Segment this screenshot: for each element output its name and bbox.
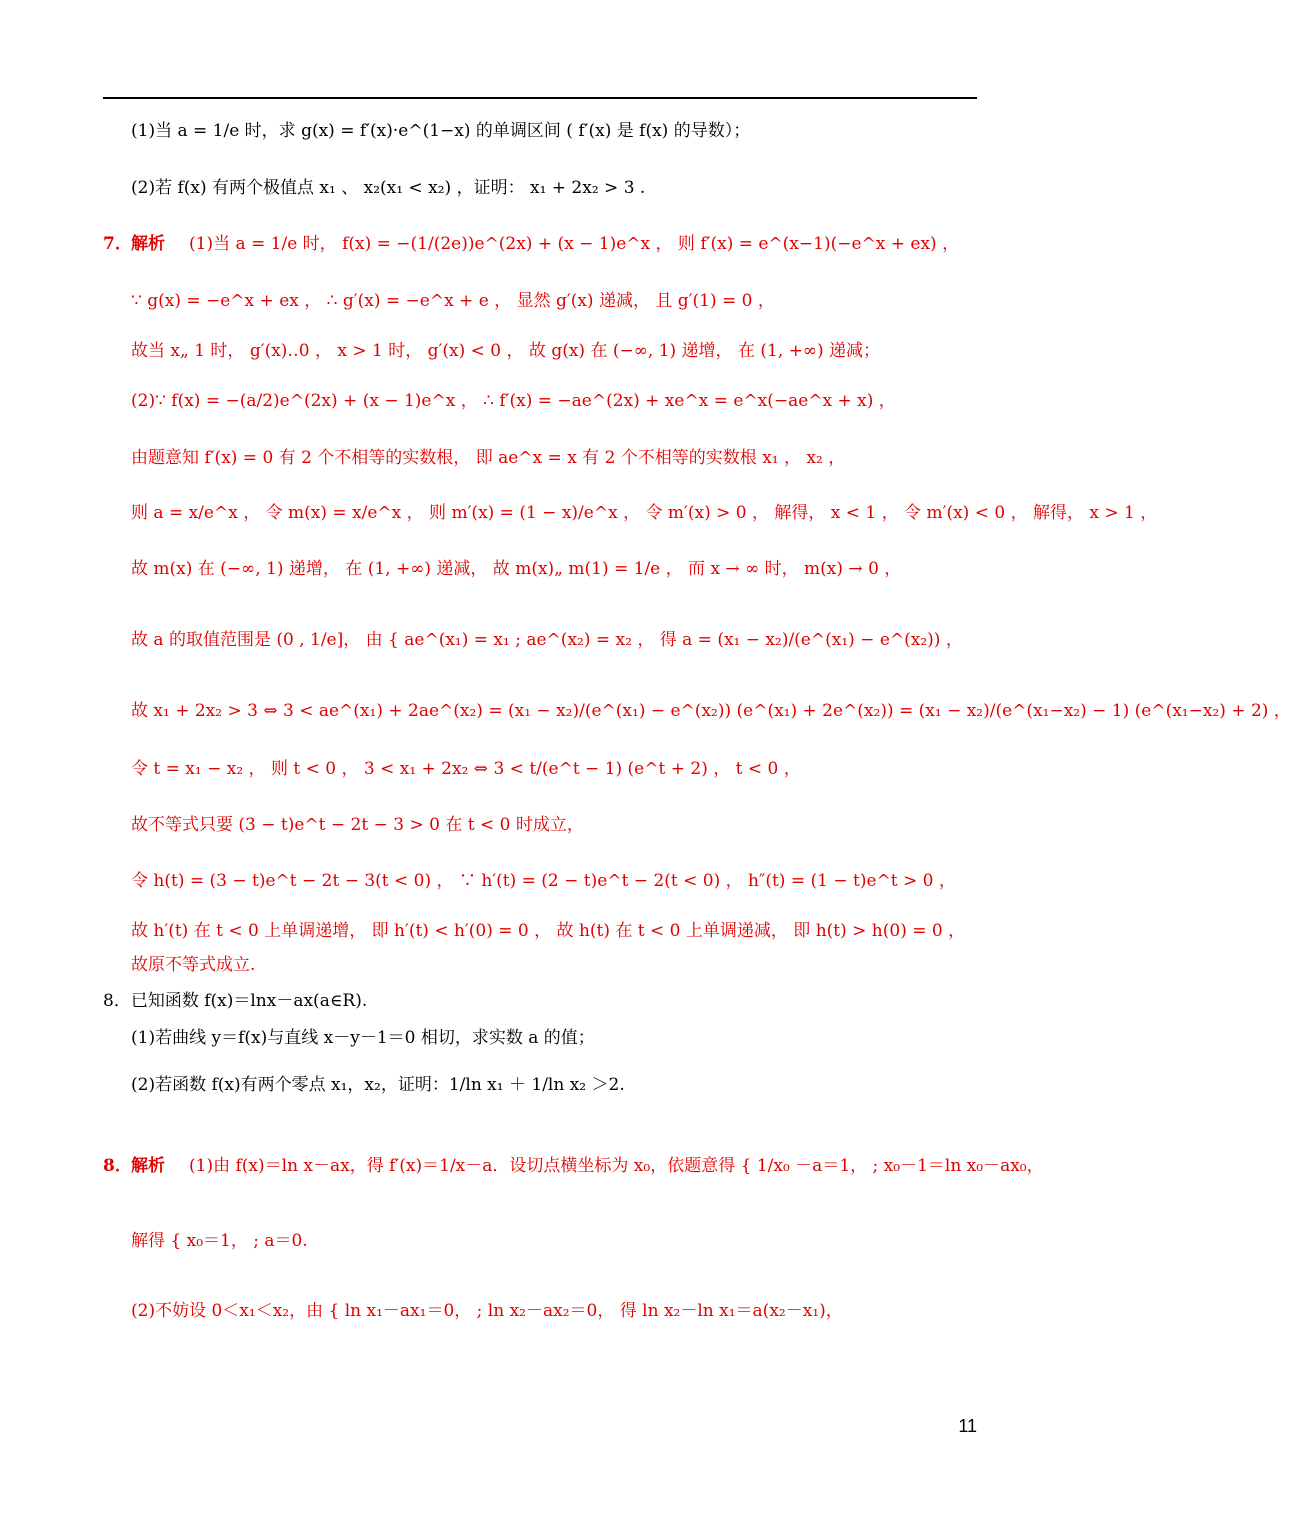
solution-7-line: (1)当 a = 1/e 时， f(x) = −(1/(2e))e^(2x) + (x − 1)e^x ， 则 f′(x) = e^(x−1)(−e^x + ex) ， <box>189 234 960 254</box>
solution-7-label: 解析 <box>131 234 165 254</box>
solution-7-line: 故 m(x) 在 (−∞, 1) 递增， 在 (1, +∞) 递减， 故 m(x)„ m(1) = 1/e ， 而 x → ∞ 时， m(x) → 0 ， <box>131 559 902 579</box>
solution-7-conclusion: 故原不等式成立. <box>131 955 256 975</box>
page-number: 11 <box>958 1416 977 1436</box>
problem-8-statement: 8．已知函数 f(x)＝lnx－ax(a∈R). <box>103 991 368 1011</box>
problem-8-part-1: (1)若曲线 y＝f(x)与直线 x－y－1＝0 相切，求实数 a 的值； <box>131 1028 595 1048</box>
solution-8-line: (2)不妨设 0＜x₁＜x₂，由 { ln x₁－ax₁＝0， ; ln x₂－ax₂＝0， 得 ln x₂－ln x₁＝a(x₂－x₁)， <box>131 1301 843 1321</box>
solution-7-line: 则 a = x/e^x ， 令 m(x) = x/e^x ， 则 m′(x) = (1 − x)/e^x ， 令 m′(x) > 0 ， 解得， x < 1 ， 令 m′(x) < 0 ， 解得， x > 1 ， <box>131 503 1158 523</box>
problem-7-part-1: (1)当 a = 1/e 时，求 g(x) = f′(x)·e^(1−x) 的单调区间 ( f′(x) 是 f(x) 的导数）； <box>131 121 751 141</box>
solution-7-line: 故 x₁ + 2x₂ > 3 ⇔ 3 < ae^(x₁) + 2ae^(x₂) = (x₁ − x₂)/(e^(x₁) − e^(x₂)) (e^(x₁) + 2e^(x₂)) = (x₁ − x₂)/(e^(x₁−x₂) − 1) (e^(x₁−x₂) + 2) ， <box>131 701 1291 721</box>
header-rule <box>103 97 977 99</box>
solution-8-number: 8． <box>103 1156 132 1176</box>
solution-7-line: 令 t = x₁ − x₂ ， 则 t < 0 ， 3 < x₁ + 2x₂ ⇔ 3 < t/(e^t − 1) (e^t + 2) ， t < 0 ， <box>131 759 801 779</box>
solution-7-line: 故当 x„ 1 时， g′(x)‥0 ， x > 1 时， g′(x) < 0 ， 故 g(x) 在 (−∞, 1) 递增， 在 (1, +∞) 递减； <box>131 341 881 361</box>
solution-7-line: (2)∵ f(x) = −(a/2)e^(2x) + (x − 1)e^x ， ∴ f′(x) = −ae^(2x) + xe^x = e^x(−ae^x + x) ， <box>131 391 896 411</box>
solution-7-number: 7． <box>103 234 132 254</box>
solution-7-line: ∵ g(x) = −e^x + ex ， ∴ g′(x) = −e^x + e ， 显然 g′(x) 递减， 且 g′(1) = 0 ， <box>131 291 775 311</box>
solution-7-line: 故 a 的取值范围是 (0 , 1/e]， 由 { ae^(x₁) = x₁ ; ae^(x₂) = x₂ ， 得 a = (x₁ − x₂)/(e^(x₁) − e^(x₂)) ， <box>131 630 963 650</box>
solution-8-label: 解析 <box>131 1156 165 1176</box>
problem-8-part-2: (2)若函数 f(x)有两个零点 x₁，x₂，证明：1/ln x₁ ＋ 1/ln x₂ ＞2. <box>131 1075 625 1095</box>
solution-7-line: 故 h′(t) 在 t < 0 上单调递增， 即 h′(t) < h′(0) = 0 ， 故 h(t) 在 t < 0 上单调递减， 即 h(t) > h(0) = 0 ， <box>131 921 966 941</box>
solution-8-line: 解得 { x₀＝1， ; a＝0. <box>131 1231 308 1251</box>
solution-7-line: 由题意知 f′(x) = 0 有 2 个不相等的实数根， 即 ae^x = x 有 2 个不相等的实数根 x₁ ， x₂ ， <box>131 448 846 468</box>
solution-7-line: 令 h(t) = (3 − t)e^t − 2t − 3(t < 0) ， ∵ h′(t) = (2 − t)e^t − 2(t < 0) ， h″(t) = (1 − t)e^t > 0 ， <box>131 871 956 891</box>
solution-8-line: (1)由 f(x)＝ln x－ax，得 f′(x)＝1/x－a．设切点横坐标为 x₀，依题意得 { 1/x₀ －a＝1， ; x₀－1＝ln x₀－ax₀， <box>189 1156 1044 1176</box>
problem-7-part-2: (2)若 f(x) 有两个极值点 x₁ 、 x₂(x₁ < x₂) ，证明： x₁ + 2x₂ > 3 . <box>131 178 646 198</box>
solution-7-line: 故不等式只要 (3 − t)e^t − 2t − 3 > 0 在 t < 0 时成立， <box>131 815 584 835</box>
